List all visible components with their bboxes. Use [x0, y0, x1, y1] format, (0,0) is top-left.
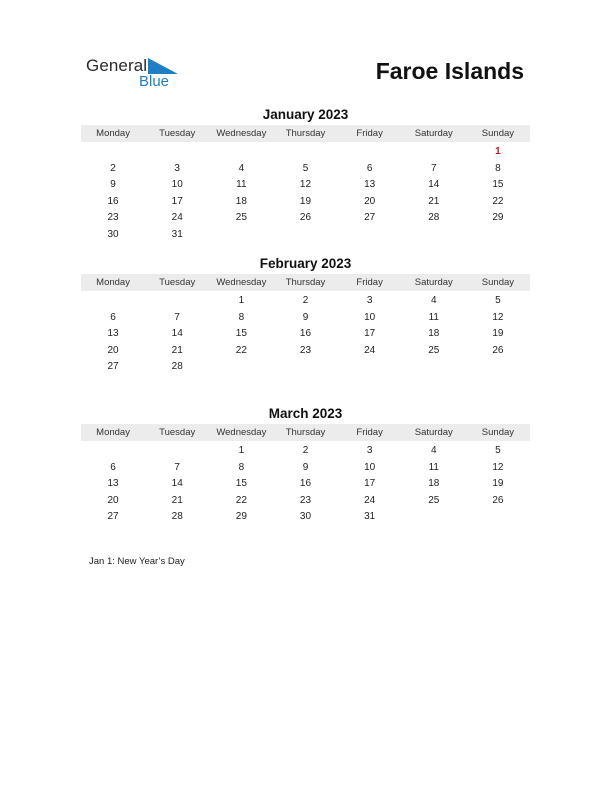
- month-block-march: [81, 405, 530, 526]
- month-title: January 2023: [262, 107, 349, 122]
- day-cell: 11: [428, 461, 439, 473]
- day-cell: 3: [366, 295, 373, 306]
- day-cell: 10: [171, 179, 183, 191]
- day-cell: 13: [107, 478, 119, 490]
- day-cell: 22: [235, 344, 247, 356]
- weekday-label: Wednesday: [216, 277, 267, 288]
- weekday-header-row: [81, 424, 530, 441]
- month-block-february: [81, 255, 530, 376]
- empty-day-cell: [81, 293, 145, 310]
- empty-day-cell: [466, 359, 530, 376]
- day-cell: 19: [492, 328, 504, 340]
- weekday-label: Thursday: [285, 128, 326, 139]
- day-cell: 24: [364, 344, 376, 356]
- day-cell: 1: [238, 295, 245, 306]
- weekday-label: Monday: [96, 427, 130, 438]
- empty-day-cell: [273, 359, 337, 376]
- day-cell: 31: [364, 511, 376, 523]
- holiday-note: Jan 1: New Year’s Day: [89, 556, 185, 567]
- day-cell: 6: [110, 311, 116, 323]
- day-cell: 30: [107, 228, 119, 240]
- weekday-header-row: [81, 274, 530, 291]
- day-cell: 15: [492, 179, 504, 191]
- logo-word-general: General: [86, 56, 148, 75]
- day-cell: 8: [495, 162, 501, 174]
- day-cell: 15: [235, 478, 247, 490]
- day-cell: 3: [174, 162, 180, 174]
- day-cell: 26: [492, 344, 504, 356]
- empty-day-cell: [466, 509, 530, 526]
- empty-day-cell: [402, 359, 466, 376]
- day-cell: 13: [364, 179, 376, 191]
- day-cell: 22: [492, 195, 504, 207]
- empty-day-cell: [466, 227, 530, 244]
- day-cell: 9: [110, 179, 116, 191]
- day-cell: 29: [235, 511, 247, 523]
- day-cell: 13: [107, 328, 119, 340]
- weekday-label: Friday: [356, 427, 383, 438]
- day-cell: 8: [238, 311, 245, 323]
- month-block-january: [81, 106, 530, 244]
- logo-word-blue: Blue: [139, 73, 170, 90]
- day-cell: 12: [492, 311, 504, 323]
- month-title: February 2023: [259, 256, 352, 271]
- day-cell: 14: [428, 179, 440, 191]
- day-cell: 10: [364, 461, 376, 473]
- day-cell: 10: [364, 311, 376, 323]
- day-cell: 12: [299, 179, 312, 191]
- day-cell: 2: [302, 295, 309, 306]
- weekday-label: Tuesday: [159, 128, 196, 139]
- empty-day-cell: [81, 443, 145, 460]
- weekday-header-row: [81, 125, 530, 142]
- day-cell: 15: [235, 328, 247, 340]
- weekday-label: Saturday: [414, 277, 453, 288]
- day-cell: 17: [364, 328, 376, 340]
- day-cell: 4: [430, 295, 437, 306]
- weekday-label: Sunday: [481, 128, 515, 139]
- empty-day-cell: [209, 144, 273, 161]
- day-cell: 22: [235, 494, 247, 506]
- weekday-label: Monday: [96, 128, 130, 139]
- day-cell: 5: [302, 162, 309, 174]
- day-cell: 8: [238, 461, 245, 473]
- day-cell: 21: [171, 344, 183, 356]
- day-cell: 23: [299, 494, 312, 506]
- empty-day-cell: [273, 227, 337, 244]
- day-cell: 16: [107, 195, 119, 207]
- day-cell: 19: [299, 195, 312, 207]
- day-cell: 20: [107, 494, 119, 506]
- day-cell: 2: [302, 445, 309, 456]
- day-cell: 29: [492, 212, 504, 224]
- day-cell: 4: [430, 445, 437, 456]
- weekday-label: Monday: [96, 277, 130, 288]
- day-cell: 23: [299, 344, 312, 356]
- month-title: March 2023: [268, 406, 343, 421]
- weekday-label: Wednesday: [216, 427, 267, 438]
- day-cell: 31: [171, 228, 183, 240]
- day-cell: 6: [366, 162, 373, 174]
- day-cell: 25: [428, 344, 440, 356]
- day-cell: 24: [171, 212, 183, 224]
- day-cell: 27: [107, 361, 119, 373]
- empty-day-cell: [338, 359, 402, 376]
- day-cell: 17: [171, 195, 183, 207]
- logo-triangle-icon: [148, 58, 178, 74]
- empty-day-cell: [81, 144, 145, 161]
- empty-day-cell: [338, 144, 402, 161]
- day-cell: 28: [428, 212, 440, 224]
- day-cell: 7: [174, 311, 180, 323]
- day-cell: 14: [171, 328, 183, 340]
- day-cell: 20: [364, 195, 376, 207]
- day-cell: 12: [492, 461, 504, 473]
- weekday-label: Friday: [356, 277, 383, 288]
- empty-day-cell: [145, 144, 209, 161]
- day-cell: 9: [302, 461, 309, 473]
- generalblue-logo: [86, 56, 186, 92]
- empty-day-cell: [145, 293, 209, 310]
- weekday-label: Thursday: [285, 277, 326, 288]
- weekday-label: Sunday: [481, 277, 515, 288]
- empty-day-cell: [402, 144, 466, 161]
- weekday-label: Friday: [356, 128, 383, 139]
- day-cell: 28: [171, 361, 183, 373]
- day-cell: 9: [302, 311, 309, 323]
- weekday-label: Sunday: [481, 427, 515, 438]
- day-cell: 19: [492, 478, 504, 490]
- empty-day-cell: [209, 359, 273, 376]
- day-cell: 23: [107, 212, 119, 224]
- day-cell: 21: [171, 494, 183, 506]
- day-grid: [81, 144, 530, 244]
- holiday-day-cell: 1: [495, 146, 501, 157]
- day-cell: 27: [364, 212, 376, 224]
- day-cell: 6: [110, 461, 116, 473]
- day-cell: 21: [428, 195, 440, 207]
- day-cell: 11: [236, 179, 247, 191]
- day-cell: 3: [366, 445, 373, 456]
- day-cell: 25: [235, 212, 247, 224]
- weekday-label: Tuesday: [159, 427, 196, 438]
- day-cell: 18: [235, 195, 247, 207]
- day-cell: 28: [171, 511, 183, 523]
- day-cell: 25: [428, 494, 440, 506]
- day-cell: 24: [364, 494, 376, 506]
- day-cell: 27: [107, 511, 119, 523]
- day-cell: 26: [492, 494, 504, 506]
- day-cell: 18: [428, 328, 440, 340]
- empty-day-cell: [402, 227, 466, 244]
- day-cell: 1: [238, 445, 245, 456]
- day-cell: 30: [299, 511, 312, 523]
- day-cell: 20: [107, 344, 119, 356]
- empty-day-cell: [209, 227, 273, 244]
- day-grid: [81, 293, 530, 376]
- empty-day-cell: [402, 509, 466, 526]
- day-cell: 18: [428, 478, 440, 490]
- weekday-label: Tuesday: [159, 277, 196, 288]
- day-cell: 5: [495, 295, 501, 306]
- day-cell: 17: [364, 478, 376, 490]
- day-cell: 16: [299, 478, 312, 490]
- empty-day-cell: [338, 227, 402, 244]
- day-grid: [81, 443, 530, 526]
- day-cell: 5: [495, 445, 501, 456]
- day-cell: 16: [299, 328, 312, 340]
- day-cell: 7: [174, 461, 180, 473]
- weekday-label: Thursday: [285, 427, 326, 438]
- weekday-label: Saturday: [414, 427, 453, 438]
- day-cell: 14: [171, 478, 183, 490]
- empty-day-cell: [145, 443, 209, 460]
- day-cell: 11: [428, 311, 439, 323]
- day-cell: 7: [430, 162, 437, 174]
- day-cell: 2: [110, 162, 116, 174]
- weekday-label: Saturday: [414, 128, 453, 139]
- day-cell: 4: [238, 162, 245, 174]
- empty-day-cell: [273, 144, 337, 161]
- day-cell: 26: [299, 212, 312, 224]
- country-title: Faroe Islands: [375, 58, 524, 84]
- weekday-label: Wednesday: [216, 128, 267, 139]
